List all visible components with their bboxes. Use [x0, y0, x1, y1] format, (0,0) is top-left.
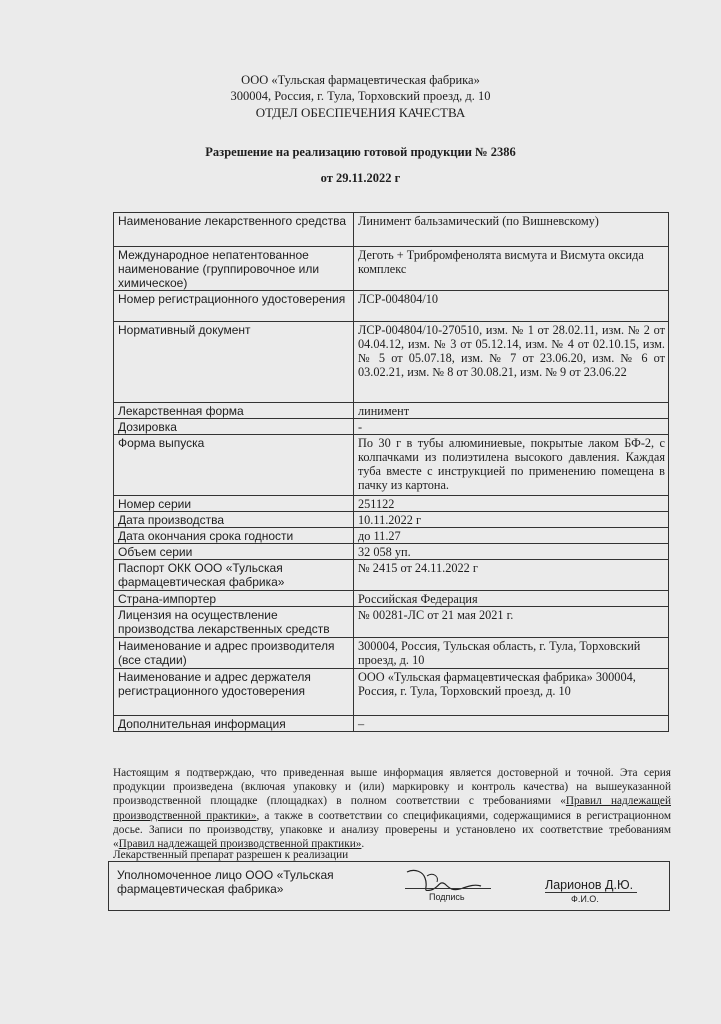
document-date: от 29.11.2022 г [320, 171, 401, 185]
row-label: Страна-импортер [114, 591, 354, 607]
row-label: Объем серии [114, 544, 354, 560]
table-row [114, 322, 669, 403]
table-row [114, 638, 669, 669]
table-row [114, 716, 669, 732]
row-label: Наименование и адрес держателя регистрационного удостоверения [114, 669, 354, 716]
row-value: ЛСР-004804/10-270510, изм. № 1 от 28.02.11, изм. № 2 от 04.04.12, изм. № 3 от 05.12.14, изм. № 4 от 02.10.15, изм. № 5 от 05.07.18, изм. № 7 от 23.06.20, изм. № 6 от 03.02.21, изм. № 8 от 30.08.21, изм. № 9 от 23.06.22 [354, 322, 669, 403]
row-label: Наименование и адрес производителя (все стадии) [114, 638, 354, 669]
department-name: ОТДЕЛ ОБЕСПЕЧЕНИЯ КАЧЕСТВА [255, 105, 466, 120]
row-value: линимент [354, 403, 669, 419]
table-row [114, 591, 669, 607]
row-value: Деготь + Трибромфенолята висмута и Висмута оксида комплекс [354, 247, 669, 291]
row-value: – [354, 716, 669, 732]
statement-text-3: . [361, 838, 365, 851]
row-label: Номер регистрационного удостоверения [114, 291, 354, 322]
statement-text-1: Настоящим я подтверждаю, что приведенная выше информация является достоверной и точной. Эта серия продукции произведена (включая упаковку и (или) маркировку и контроль качества) на вышеуказанной производственной площадке (площадках) в полном соответствии с требованиями « [113, 767, 671, 808]
row-label: Дата окончания срока годности [114, 528, 354, 544]
row-label: Международное непатентованное наименование (группировочное или химическое) [114, 247, 354, 291]
row-value: 300004, Россия, Тульская область, г. Тула, Торховский проезд, д. 10 [354, 638, 669, 669]
row-value: ЛСР-004804/10 [354, 291, 669, 322]
row-label: Дозировка [114, 419, 354, 435]
table-row [114, 291, 669, 322]
table-row [114, 435, 669, 496]
table-row [114, 560, 669, 591]
authorized-person: Уполномоченное лицо ООО «Тульская фармацевтическая фабрика» [117, 868, 334, 896]
row-label: Лицензия на осуществление производства лекарственных средств [114, 607, 354, 638]
table-row [114, 496, 669, 512]
row-value: до 11.27 [354, 528, 669, 544]
row-value: ООО «Тульская фармацевтическая фабрика» 300004, Россия, г. Тула, Торховский проезд, д. 10 [354, 669, 669, 716]
product-info-table [113, 212, 669, 732]
row-value: По 30 г в тубы алюминиевые, покрытые лаком БФ-2, с колпачками из полиэтилена высокого давления. Каждая туба вместе с инструкцией по применению помещена в пачку из картона. [354, 435, 669, 496]
table-row [114, 544, 669, 560]
row-label: Форма выпуска [114, 435, 354, 496]
confirmation-statement [113, 766, 671, 851]
signature-line [405, 888, 491, 889]
signer-name: Ларионов Д.Ю. [545, 878, 634, 892]
table-row [114, 403, 669, 419]
table-row [114, 419, 669, 435]
row-label: Паспорт ОКК ООО «Тульская фармацевтическая фабрика» [114, 560, 354, 591]
document-title: Разрешение на реализацию готовой продукции № 2386 [205, 145, 516, 159]
signature-block [108, 861, 670, 911]
table-row [114, 528, 669, 544]
row-value: - [354, 419, 669, 435]
fio-caption: Ф.И.О. [571, 894, 599, 904]
row-value: № 2415 от 24.11.2022 г [354, 560, 669, 591]
table-row [114, 669, 669, 716]
row-label: Нормативный документ [114, 322, 354, 403]
table-row [114, 213, 669, 247]
table-row [114, 607, 669, 638]
signature-caption: Подпись [429, 892, 465, 902]
table-row [114, 512, 669, 528]
row-label: Номер серии [114, 496, 354, 512]
release-approval: Лекарственный препарат разрешен к реализации [113, 849, 349, 861]
row-value: Линимент бальзамический (по Вишневскому) [354, 213, 669, 247]
name-line [545, 892, 637, 893]
statement-text-2: , а также в соответствии со спецификациями, содержащимися в регистрационном досье. Записи по производству, упаковке и анализу проверены и установлено их соответствие требованиям « [113, 809, 672, 851]
row-value: № 00281-ЛС от 21 мая 2021 г. [354, 607, 669, 638]
row-label: Дата производства [114, 512, 354, 528]
row-label: Дополнительная информация [114, 716, 354, 732]
row-value: 32 058 уп. [354, 544, 669, 560]
row-label: Наименование лекарственного средства [114, 213, 354, 247]
org-address: 300004, Россия, г. Тула, Торховский проезд, д. 10 [230, 89, 491, 103]
org-name: ООО «Тульская фармацевтическая фабрика» [241, 73, 480, 87]
row-value: 10.11.2022 г [354, 512, 669, 528]
table-row [114, 247, 669, 291]
gmp-rules-reference: Правил надлежащей производственной практики» [113, 795, 671, 822]
row-value: 251122 [354, 496, 669, 512]
row-label: Лекарственная форма [114, 403, 354, 419]
gmp-rules-reference: Правил надлежащей производственной практики» [118, 838, 362, 851]
row-value: Российская Федерация [354, 591, 669, 607]
